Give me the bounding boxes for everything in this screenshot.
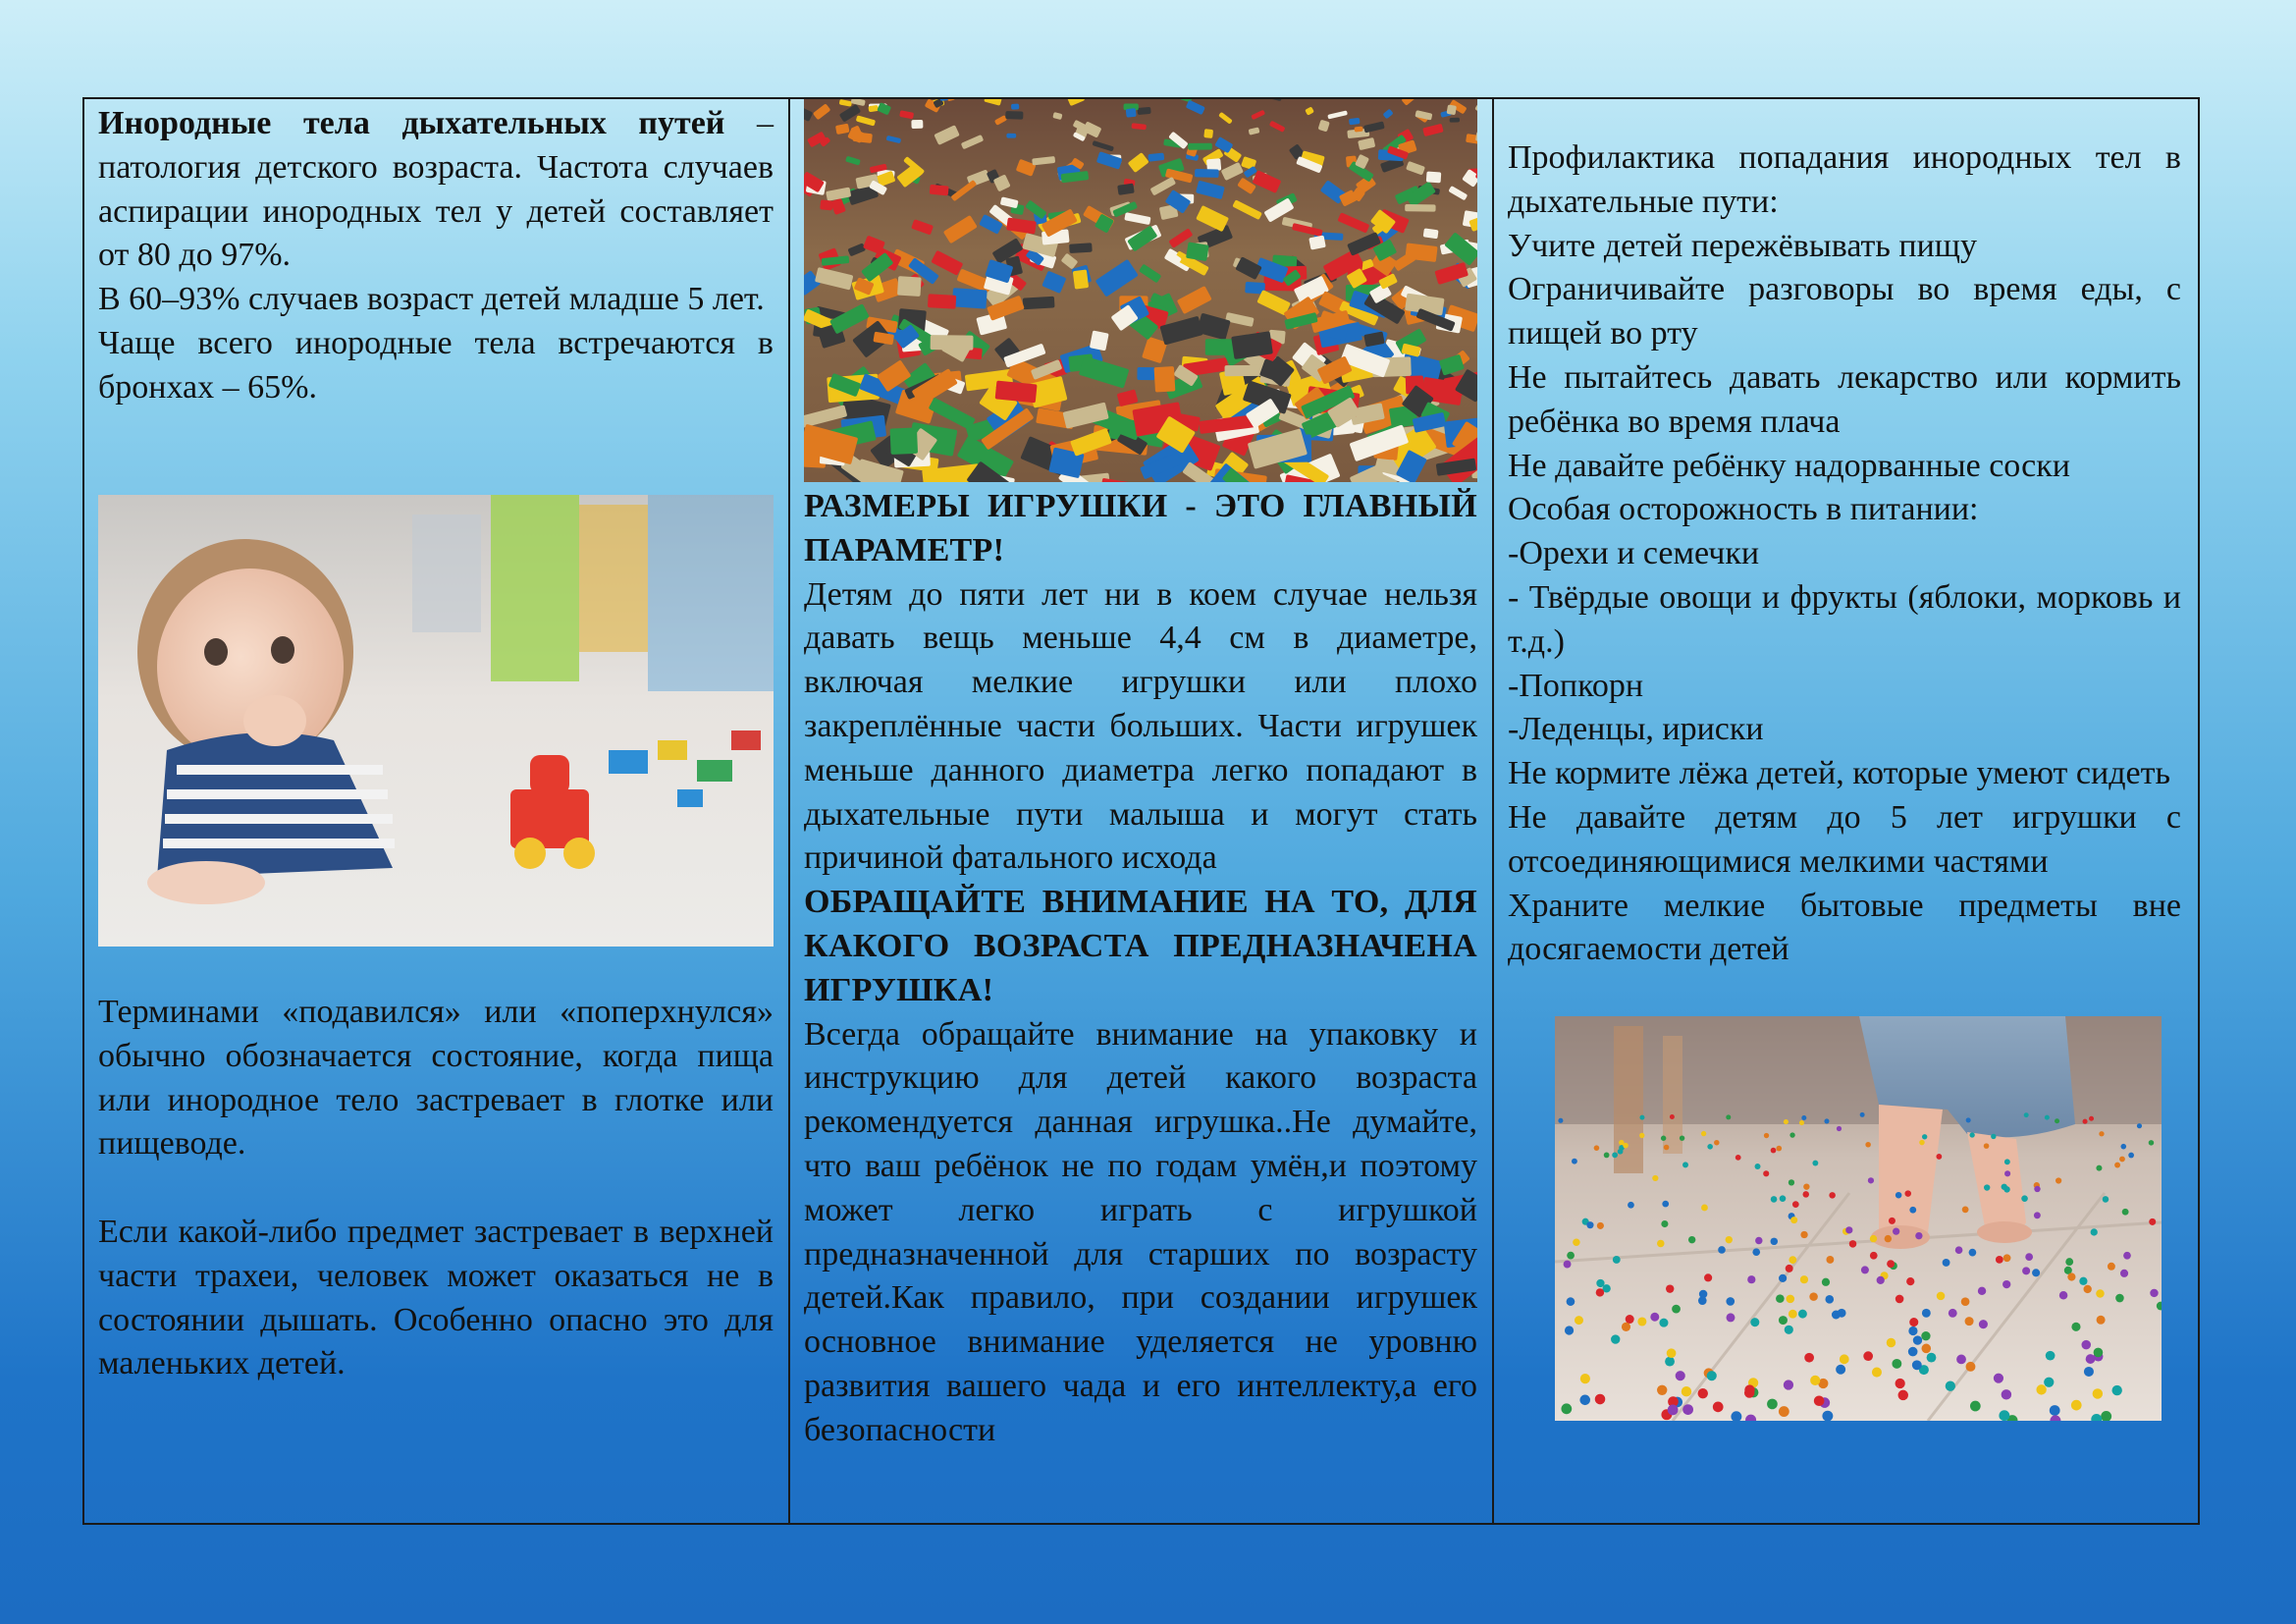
bead (1892, 1359, 1901, 1369)
lego-brick (1073, 269, 1089, 289)
bead (1580, 1374, 1590, 1383)
bead (1714, 1140, 1719, 1145)
bead (1978, 1287, 1986, 1295)
bead (1682, 1404, 1693, 1415)
bead (2103, 1196, 2109, 1203)
bead (1596, 1288, 1604, 1296)
bead (1623, 1143, 1629, 1149)
bead (1800, 1231, 1807, 1238)
bead (2002, 1280, 2010, 1288)
bead (1779, 1406, 1789, 1417)
bead (1776, 1146, 1782, 1152)
bead (1922, 1344, 1932, 1354)
column-middle (804, 97, 1477, 1525)
bead (1865, 1142, 1871, 1148)
bead (1965, 1317, 1974, 1326)
bead (1704, 1273, 1712, 1281)
bead (1650, 1313, 1659, 1322)
bead (1780, 1195, 1787, 1202)
lego-bricks-photo (804, 99, 1477, 482)
bead (1701, 1131, 1706, 1136)
bead (1921, 1331, 1930, 1340)
bead (1798, 1310, 1807, 1319)
bead (2084, 1367, 2094, 1377)
lego-brick (931, 335, 974, 350)
bead (1896, 1192, 1902, 1199)
bead (1682, 1386, 1691, 1396)
bead (2111, 1385, 2121, 1395)
prevention-item: Не давайте детям до 5 лет игрушки с отсоединяющимися мелкими частями (1508, 798, 2181, 880)
bead (1946, 1381, 1955, 1391)
lego-brick (1137, 367, 1154, 380)
feet-photo-illustration (1555, 1016, 2162, 1421)
lego-brick (928, 294, 956, 308)
bead (1836, 1365, 1845, 1375)
bead (1637, 1317, 1646, 1326)
bead (1970, 1401, 1981, 1412)
bead (1698, 1388, 1708, 1398)
bead (1626, 1315, 1634, 1324)
bead (2067, 1272, 2075, 1280)
bead (1838, 1309, 1846, 1318)
bead (1991, 1134, 1996, 1139)
lego-brick (1186, 242, 1209, 261)
lego-brick (1349, 118, 1361, 126)
lego-brick (1405, 204, 1435, 212)
bead (1789, 1256, 1796, 1264)
bead (1779, 1274, 1787, 1282)
bead (2123, 1252, 2131, 1260)
bead (1861, 1266, 1869, 1273)
lego-photo-illustration (804, 99, 1477, 482)
bead (1789, 1310, 1797, 1319)
bead (1868, 1177, 1874, 1183)
bead (1893, 1228, 1899, 1235)
column-divider-2 (1492, 97, 1494, 1525)
bead (1670, 1114, 1675, 1119)
bead (2024, 1112, 2029, 1117)
bead (1872, 1368, 1882, 1378)
bead (1561, 1403, 1572, 1414)
bead (1885, 1235, 1892, 1242)
bead (1787, 1295, 1795, 1304)
bead (1665, 1357, 1675, 1367)
bead (1586, 1221, 1593, 1228)
bead (1887, 1338, 1896, 1347)
intro-paragraph (98, 102, 774, 278)
bead (1826, 1256, 1834, 1264)
bead (2149, 1218, 2156, 1225)
bead (1800, 1275, 1808, 1283)
bead (1612, 1152, 1618, 1158)
bead (2022, 1267, 2030, 1274)
bead (1771, 1148, 1777, 1154)
bead (1936, 1154, 1942, 1160)
bead (1755, 1164, 1761, 1169)
bead (2122, 1209, 2129, 1216)
column-left (98, 97, 774, 1525)
bead (1718, 1246, 1726, 1254)
bead (1699, 1290, 1707, 1298)
intro-definition: – патология детского возраста. Частота случаев аспирации инородных тел у детей составляет от 80 до 97%. (98, 105, 774, 274)
bead (1961, 1297, 1970, 1306)
bead (2002, 1389, 2011, 1399)
prevention-list (1508, 136, 2181, 972)
lego-brick (1090, 330, 1109, 351)
bead (2002, 1184, 2007, 1190)
bead (1750, 1318, 1759, 1326)
bead (1763, 1170, 1769, 1176)
lego-brick (1126, 108, 1137, 118)
bead (1596, 1279, 1604, 1287)
bead (1767, 1399, 1778, 1410)
prevention-item: Не кормите лёжа детей, которые умеют сидеть (1508, 755, 2170, 792)
bead (1915, 1232, 1922, 1239)
prevention-item: Учите детей пережёвывать пищу (1508, 227, 1977, 264)
bead (1979, 1320, 1988, 1328)
bead (1984, 1143, 1990, 1149)
bead (1962, 1206, 1969, 1213)
bead (2128, 1153, 2134, 1159)
bead (1575, 1316, 1583, 1325)
lego-brick (1447, 104, 1457, 115)
bead (1747, 1275, 1755, 1283)
prevention-item: Храните мелкие бытовые предметы вне досягаемости детей (1508, 887, 2181, 968)
bead (2097, 1316, 2106, 1325)
bead (1906, 1277, 1914, 1285)
bead (1594, 1145, 1600, 1151)
stat-bronchi: Чаще всего инородные тела встречаются в бронхах – 65%. (98, 324, 774, 406)
bead (1628, 1202, 1634, 1209)
bead (1955, 1246, 1963, 1254)
bead (1789, 1132, 1794, 1137)
bead (1845, 1226, 1852, 1233)
bead (1771, 1196, 1778, 1203)
bead (1825, 1295, 1834, 1304)
bead (1870, 1235, 1877, 1242)
bead (2091, 1228, 2098, 1235)
toy-size-heading: РАЗМЕРЫ ИГРУШКИ - ЭТО ГЛАВНЫЙ ПАРАМЕТР! (804, 488, 1477, 568)
bead (1744, 1384, 1754, 1394)
bead (1887, 1260, 1895, 1268)
bead (1572, 1159, 1577, 1164)
bead (2099, 1131, 2104, 1136)
bead (2089, 1116, 2094, 1121)
bead (1664, 1145, 1670, 1151)
bead (2094, 1348, 2104, 1358)
bead (1579, 1395, 1590, 1406)
lego-brick (930, 185, 949, 196)
prevention-subitem: - Твёрдые овощи и фрукты (яблоки, морковь и т.д.) (1508, 578, 2181, 660)
bead (1877, 1276, 1885, 1284)
bead (1676, 1371, 1685, 1380)
bead (1919, 1140, 1924, 1145)
bead (2071, 1323, 2080, 1331)
bead (1956, 1355, 1966, 1365)
bead (1771, 1238, 1778, 1245)
bead (1785, 1326, 1793, 1334)
bead (1996, 1256, 2003, 1264)
bead (1611, 1334, 1620, 1343)
prevention-item: Не пытайтесь давать лекарство или кормить ребёнка во время плача (1508, 358, 2181, 440)
prevention-item: Не давайте ребёнку надорванные соски (1508, 447, 2070, 484)
bead (1943, 1259, 1950, 1267)
bead (1904, 1190, 1911, 1197)
bead (1949, 1309, 1957, 1318)
column-middle-text (804, 485, 1477, 1453)
bead (1799, 1120, 1804, 1125)
bead (2083, 1285, 2091, 1293)
bead (1726, 1297, 1735, 1306)
bead (1889, 1218, 1896, 1224)
bead (1701, 1205, 1708, 1212)
bead (1822, 1278, 1830, 1286)
lego-brick (820, 199, 833, 210)
bead (1824, 1118, 1829, 1123)
bead (2004, 1159, 2010, 1164)
bead (2149, 1140, 2155, 1146)
bead (1840, 1354, 1849, 1364)
lego-brick (1069, 243, 1093, 253)
bead (1661, 1220, 1668, 1227)
bead (2044, 1378, 2054, 1387)
bead (1622, 1323, 1630, 1331)
lego-brick (1005, 111, 1023, 120)
bead (2120, 1270, 2128, 1277)
lego-brick (911, 120, 923, 129)
bead (2150, 1289, 2158, 1297)
bead (2046, 1351, 2056, 1361)
bead (1898, 1390, 1908, 1400)
bead (1726, 1236, 1733, 1243)
bead (1860, 1112, 1865, 1117)
bead (2055, 1118, 2059, 1123)
bead (1999, 1410, 2009, 1421)
bead (1595, 1394, 1606, 1405)
bead (1909, 1318, 1918, 1326)
bead (1908, 1326, 1917, 1335)
prevention-subitem: -Орехи и семечки (1508, 535, 1760, 572)
bead (2096, 1289, 2104, 1297)
bead (1969, 1249, 1977, 1257)
lego-brick (952, 288, 988, 308)
bead (2056, 1177, 2061, 1183)
bead (2032, 1269, 2040, 1276)
bead (1657, 1240, 1664, 1247)
bead (1667, 1348, 1677, 1358)
bead (1994, 1374, 2003, 1383)
bead (1984, 1184, 1990, 1190)
bead (1764, 1133, 1769, 1138)
bead (2050, 1405, 2060, 1416)
bead (1755, 1237, 1762, 1244)
bead (2079, 1277, 2087, 1285)
bead (1558, 1118, 1563, 1123)
prevention-item: Особая осторожность в питании: (1508, 491, 1979, 528)
bead (1657, 1385, 1667, 1395)
baby-with-toys-photo (98, 495, 774, 947)
lego-brick (1011, 103, 1019, 109)
bead (2120, 1144, 2126, 1150)
lego-brick (1426, 172, 1441, 184)
baby-photo-illustration (98, 495, 774, 947)
bead (1564, 1261, 1572, 1269)
bead (1801, 1115, 1806, 1120)
bead (1672, 1305, 1681, 1314)
bead (1837, 1126, 1842, 1131)
bead (1639, 1133, 1644, 1138)
bead (1688, 1236, 1695, 1243)
bead (2071, 1400, 2082, 1411)
bead (1604, 1153, 1610, 1159)
bead (1786, 1265, 1793, 1272)
bead (1966, 1117, 1971, 1122)
choking-terms-paragraph: Терминами «подавился» или «поперхнулся» обычно обозначается состояние, когда пища или инородное тело застревает в глотке или пищеводе. (98, 994, 774, 1163)
bead (1597, 1222, 1604, 1229)
lego-brick (1154, 366, 1176, 392)
bead (2083, 1119, 2088, 1124)
bead (1814, 1395, 1825, 1406)
bead (1652, 1175, 1658, 1181)
bead (1707, 1144, 1713, 1150)
bead (2004, 1170, 2010, 1176)
lego-brick (1023, 297, 1055, 309)
column-divider-1 (788, 97, 790, 1525)
bead (1812, 1161, 1818, 1166)
bead (2059, 1291, 2068, 1300)
bead (2034, 1186, 2040, 1192)
bead (1779, 1316, 1788, 1325)
bead (1792, 1201, 1799, 1208)
bead (2082, 1340, 2091, 1349)
bead (1661, 1136, 1666, 1141)
child-feet-beads-photo (1555, 1016, 2162, 1421)
bead (1682, 1162, 1688, 1167)
bead (1922, 1134, 1927, 1139)
bead (1567, 1252, 1575, 1260)
bead (1776, 1294, 1785, 1303)
bead (1922, 1309, 1931, 1318)
bead (1613, 1256, 1621, 1264)
bead (2119, 1157, 2125, 1163)
bead (2025, 1253, 2033, 1261)
bead (1790, 1217, 1797, 1223)
bead (2093, 1388, 2103, 1398)
bead (1784, 1119, 1789, 1124)
bead (2137, 1123, 2142, 1128)
column-left-lower-text (98, 991, 774, 1386)
toy-size-paragraph: Детям до пяти лет ни в коем случае нельзя давать вещь меньше 4,4 см в диаметре, включая мелкие игрушки или плохо закреплённые части больших. Части игрушек меньше данного диаметра легко попадают в дыхательные пути малыша и могут стать причиной фатального исхода (804, 575, 1477, 877)
lego-brick (1225, 365, 1265, 377)
bead (1966, 1362, 1976, 1372)
bead (2108, 1263, 2115, 1271)
toy-age-heading: ОБРАЩАЙТЕ ВНИМАНИЕ НА ТО, ДЛЯ КАКОГО ВОЗРАСТА ПРЕДНАЗНАЧЕНА ИГРУШКА! (804, 884, 1477, 1008)
bead (1639, 1115, 1644, 1120)
bead (2021, 1195, 2028, 1202)
bead (1909, 1207, 1916, 1214)
bead (1937, 1292, 1946, 1301)
bead (2096, 1165, 2102, 1171)
bead (1726, 1114, 1731, 1119)
prevention-subitem: -Леденцы, ириски (1508, 711, 1764, 748)
lego-brick (890, 427, 919, 455)
bead (1668, 1404, 1679, 1415)
bead (1573, 1239, 1579, 1246)
bead (2086, 1354, 2096, 1364)
bead (1735, 1155, 1741, 1161)
bead (1912, 1360, 1922, 1370)
bead (1969, 1132, 1974, 1137)
bead (1829, 1192, 1836, 1199)
bead (1908, 1347, 1918, 1357)
lego-brick (1137, 107, 1150, 115)
bead (1896, 1379, 1905, 1388)
bead (1863, 1351, 1873, 1361)
bead (1680, 1135, 1684, 1140)
bead (2065, 1258, 2073, 1266)
trachea-warning-paragraph: Если какой-либо предмет застревает в верхней части трахеи, человек может оказаться не в состоянии дышать. Особенно опасно это для маленьких детей. (98, 1213, 774, 1382)
lego-brick (1006, 134, 1016, 138)
lego-brick (1203, 129, 1213, 138)
intro-term: Инородные тела дыхательных путей (98, 105, 725, 141)
bead (1713, 1402, 1724, 1413)
bead (1565, 1326, 1574, 1334)
prevention-title: Профилактика попадания инородных тел в дыхательные пути: (1508, 139, 2181, 220)
bead (1802, 1191, 1809, 1198)
lego-brick (1450, 118, 1461, 123)
bead (1752, 1248, 1760, 1256)
bead (1803, 1183, 1809, 1189)
stat-age: В 60–93% случаев возраст детей младше 5 лет. (98, 281, 765, 318)
bead (1804, 1353, 1814, 1363)
bead (1784, 1380, 1793, 1389)
bead (1913, 1335, 1922, 1344)
bead (2115, 1294, 2124, 1303)
bead (1666, 1284, 1674, 1292)
bead (1789, 1179, 1794, 1185)
bead (1707, 1371, 1717, 1380)
bead (2003, 1254, 2011, 1262)
prevention-item: Ограничивайте разговоры во время еды, с пищей во рту (1508, 271, 2181, 352)
column-right (1508, 97, 2181, 1525)
bead (2036, 1384, 2046, 1394)
bead (1896, 1295, 1904, 1304)
bead (2034, 1212, 2041, 1218)
bead (1727, 1313, 1735, 1322)
bead (1662, 1201, 1669, 1208)
toy-age-paragraph: Всегда обращайте внимание на упаковку и инструкцию для детей какого возраста рекомендуется данная игрушка..Не думайте, что ваш ребёнок не по годам умён,и поэтому может легко играть с игрушкой предназначенной для старших по возрасту детей.Как правило, при создании игрушек основное внимание уделяется не уровню развития вашего чада и его интеллекту,а его безопасности (804, 1015, 1477, 1448)
bead (1809, 1292, 1818, 1301)
bead (1927, 1353, 1937, 1363)
bead (1567, 1297, 1575, 1306)
bead (2045, 1115, 2050, 1120)
lego-brick (897, 276, 922, 297)
lego-brick (1195, 169, 1219, 178)
bead (1810, 1376, 1820, 1385)
bead (2114, 1163, 2120, 1168)
prevention-subitem: -Попкорн (1508, 667, 1644, 704)
bead (1849, 1240, 1857, 1248)
bead (1870, 1252, 1878, 1260)
bead (1659, 1319, 1668, 1327)
lego-brick (1188, 143, 1212, 150)
